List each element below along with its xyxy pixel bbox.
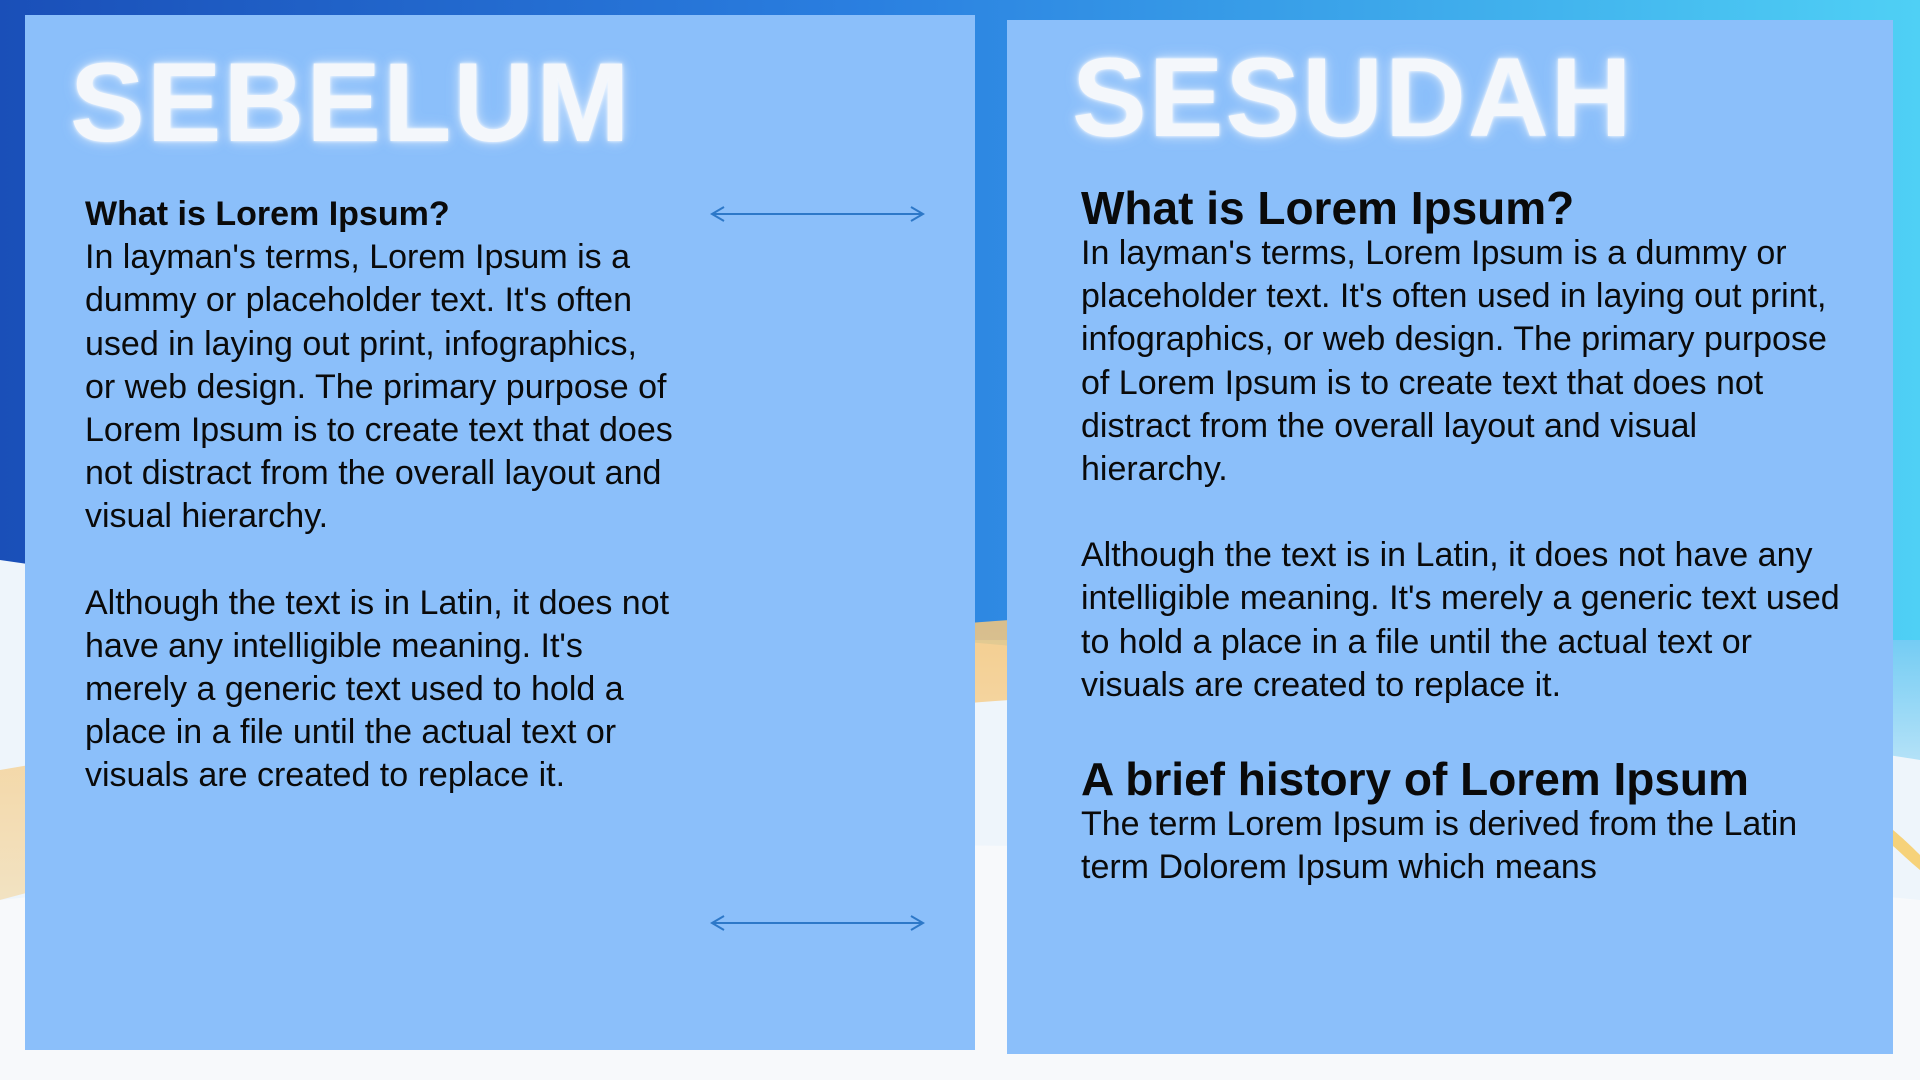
before-text-block xyxy=(85,193,675,798)
after-title: SESUDAH xyxy=(1072,35,1634,160)
before-paragraph-1: In layman's terms, Lorem Ipsum is a dummy or placeholder text. It's often used in laying out print, infographics, or web design. The primary purpose of Lorem Ipsum is to create text that does not distract from the overall layout and visual hierarchy. xyxy=(85,238,673,536)
before-title: SEBELUM xyxy=(70,40,632,165)
after-panel xyxy=(1007,20,1893,1054)
after-text-block xyxy=(1081,182,1851,889)
before-panel xyxy=(25,15,975,1050)
after-heading: What is Lorem Ipsum? xyxy=(1081,182,1575,234)
after-paragraph-1: In layman's terms, Lorem Ipsum is a dummy or placeholder text. It's often used in laying out print, infographics, or web design. The primary purpose of Lorem Ipsum is to create text that does not distract from the overall layout and visual hierarchy. xyxy=(1081,234,1827,489)
after-paragraph-2: Although the text is in Latin, it does not have any intelligible meaning. It's merely a generic text used to hold a place in a file until the actual text or visuals are created to replace it. xyxy=(1081,536,1840,704)
double-arrow-icon xyxy=(710,206,925,222)
before-paragraph-2: Although the text is in Latin, it does not have any intelligible meaning. It's merely a generic text used to hold a place in a file until the actual text or visuals are created to replace it. xyxy=(85,583,670,795)
after-paragraph-3: The term Lorem Ipsum is derived from the Latin term Dolorem Ipsum which means xyxy=(1081,805,1798,887)
before-heading: What is Lorem Ipsum? xyxy=(85,195,450,233)
double-arrow-icon xyxy=(710,915,925,931)
after-heading-2: A brief history of Lorem Ipsum xyxy=(1081,753,1749,806)
